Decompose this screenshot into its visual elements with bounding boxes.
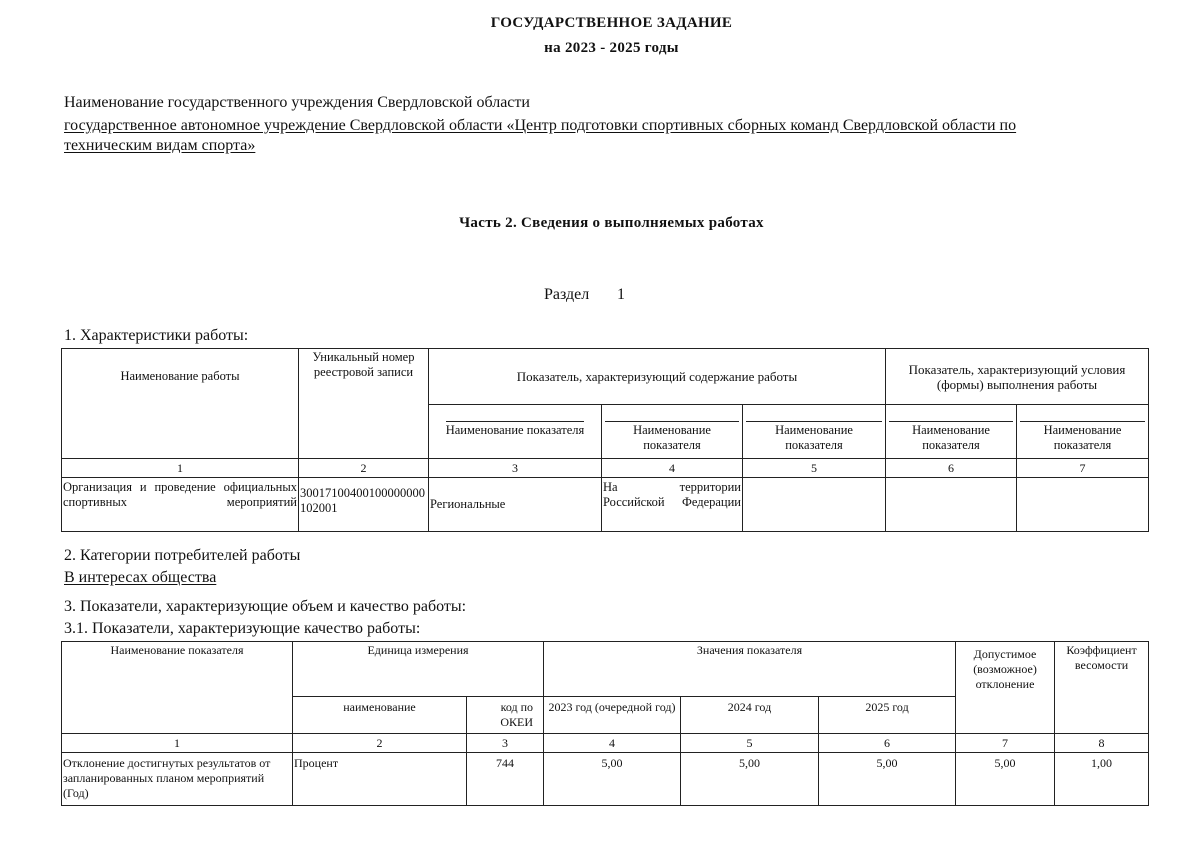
- header-okei-code: код по ОКЕИ: [467, 697, 544, 734]
- col-number: 3: [429, 459, 602, 478]
- header-year-2024: 2024 год: [681, 697, 819, 734]
- document-period: на 2023 - 2025 годы: [544, 40, 679, 56]
- col-number: 2: [293, 734, 467, 753]
- col-number: 5: [743, 459, 886, 478]
- indicator-7-cell: [1017, 478, 1149, 532]
- value-2023-cell: 5,00: [544, 753, 681, 806]
- header-year-2025: 2025 год: [819, 697, 956, 734]
- work-characteristics-heading: 1. Характеристики работы:: [64, 327, 249, 344]
- indicator-name-header-3: Наименование показателя: [429, 405, 602, 459]
- indicators-heading: 3. Показатели, характеризующие объем и качество работы:: [64, 598, 467, 615]
- col-number: 8: [1055, 734, 1149, 753]
- col-number: 7: [1017, 459, 1149, 478]
- header-values: Значения показателя: [544, 642, 956, 697]
- indicator-6-cell: [886, 478, 1017, 532]
- indicator-name-header-5: Наименование показателя: [743, 405, 886, 459]
- consumers-heading: 2. Категории потребителей работы: [64, 547, 301, 564]
- col-number: 5: [681, 734, 819, 753]
- indicator-5-cell: [743, 478, 886, 532]
- deviation-cell: 5,00: [956, 753, 1055, 806]
- work-name-cell: Организация и проведение официальных спортивных мероприятий: [62, 478, 299, 532]
- quality-indicators-table: [61, 641, 1149, 806]
- header-registry-number: Уникальный номер реестровой записи: [299, 349, 429, 459]
- indicator-4-cell: На территории Российской Федерации: [602, 478, 743, 532]
- work-characteristics-table: [61, 348, 1149, 532]
- unit-name-cell: Процент: [293, 753, 467, 806]
- value-2024-cell: 5,00: [681, 753, 819, 806]
- col-number: 3: [467, 734, 544, 753]
- header-unit: Единица измерения: [293, 642, 544, 697]
- institution-label: Наименование государственного учреждения Свердловской области: [64, 94, 530, 111]
- okei-code-cell: 744: [467, 753, 544, 806]
- weight-cell: 1,00: [1055, 753, 1149, 806]
- header-deviation: Допустимое (возможное) отклонение: [956, 642, 1055, 734]
- indicator-name-cell: Отклонение достигнутых результатов от запланированных планом мероприятий (Год): [62, 753, 293, 806]
- header-unit-name: наименование: [293, 697, 467, 734]
- indicator-3-cell: Региональные: [429, 478, 602, 532]
- indicator-name-header-6: Наименование показателя: [886, 405, 1017, 459]
- institution-name-line1: государственное автономное учреждение Свердловской области «Центр подготовки спортивных сборных команд Свердловской области по: [64, 117, 1017, 134]
- header-indicator-name: Наименование показателя: [62, 642, 293, 734]
- col-number: 2: [299, 459, 429, 478]
- col-number: 7: [956, 734, 1055, 753]
- header-year-2023: 2023 год (очередной год): [544, 697, 681, 734]
- header-weight: Коэффициент весомости: [1055, 642, 1149, 734]
- section-number: 1: [617, 286, 625, 303]
- col-number: 6: [886, 459, 1017, 478]
- header-condition-indicator: Показатель, характеризующий условия (формы) выполнения работы: [886, 349, 1149, 405]
- col-number: 4: [602, 459, 743, 478]
- section-label: Раздел: [544, 286, 590, 303]
- col-number: 1: [62, 459, 299, 478]
- quality-indicators-heading: 3.1. Показатели, характеризующие качество работы:: [64, 620, 421, 637]
- indicator-name-header-7: Наименование показателя: [1017, 405, 1149, 459]
- header-work-name: Наименование работы: [62, 349, 299, 459]
- institution-name-line2: техническим видам спорта»: [64, 137, 256, 154]
- col-number: 1: [62, 734, 293, 753]
- registry-number-cell: 30017100400100000000102001: [299, 478, 429, 532]
- col-number: 4: [544, 734, 681, 753]
- col-number: 6: [819, 734, 956, 753]
- value-2025-cell: 5,00: [819, 753, 956, 806]
- consumers-value: В интересах общества: [64, 569, 217, 586]
- document-title: ГОСУДАРСТВЕННОЕ ЗАДАНИЕ: [490, 15, 733, 31]
- part-title: Часть 2. Сведения о выполняемых работах: [459, 215, 764, 231]
- header-content-indicator: Показатель, характеризующий содержание работы: [429, 349, 886, 405]
- indicator-name-header-4: Наименование показателя: [602, 405, 743, 459]
